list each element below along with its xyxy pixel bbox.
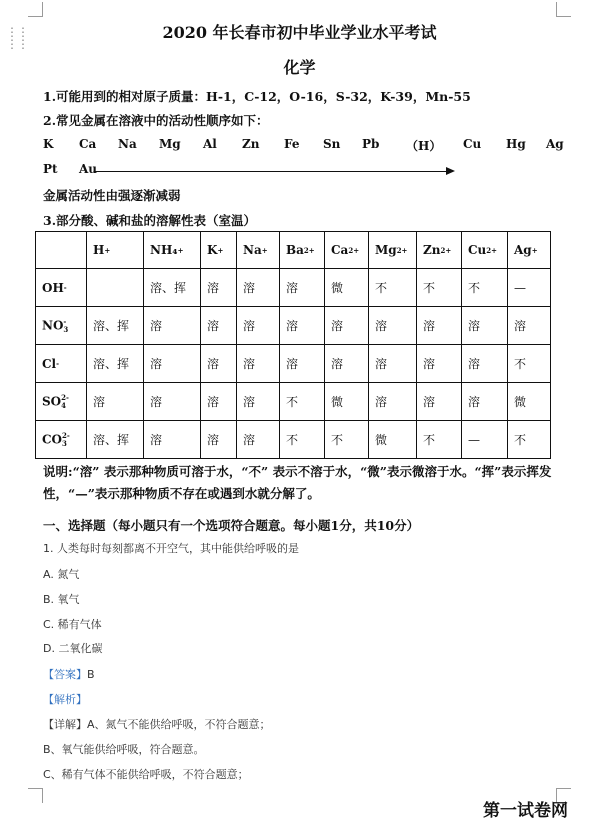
solubility-cell: 溶: [201, 383, 237, 421]
answer-label: 【答案】: [43, 668, 87, 681]
cation-header: [462, 232, 508, 269]
solubility-cell: 不: [508, 345, 551, 383]
metal-symbol: Fe: [284, 137, 300, 151]
anion-header: [36, 421, 87, 459]
detail-b: B、氧气能供给呼吸，符合题意。: [43, 743, 205, 756]
solubility-cell: 不: [280, 421, 325, 459]
anion-header: [36, 307, 87, 345]
table-row: [36, 383, 551, 421]
metal-symbol: Sn: [323, 137, 341, 151]
answer-value: B: [87, 668, 95, 681]
solubility-cell: 溶: [201, 421, 237, 459]
cation-header: [280, 232, 325, 269]
solubility-cell: 溶: [237, 383, 280, 421]
ion-base: Mg: [375, 243, 397, 257]
table-corner-cell: [36, 232, 87, 269]
ion-charge-sup: 2+: [440, 245, 452, 255]
ion-charge: [64, 284, 67, 292]
ion-charge: [532, 247, 538, 255]
activity-caption: 金属活动性由强逐渐减弱: [43, 188, 181, 203]
cation-header: [237, 232, 280, 269]
cation-header: [144, 232, 201, 269]
ion-base: SO: [42, 394, 62, 408]
answer-line: [43, 666, 95, 682]
cation-header: [417, 232, 462, 269]
solubility-cell: 溶: [417, 383, 462, 421]
cation-header: [325, 232, 369, 269]
ion-base: Zn: [423, 243, 441, 257]
metal-symbol: Ag: [546, 137, 564, 151]
cation-header: [87, 232, 144, 269]
solubility-cell: 溶: [144, 383, 201, 421]
table-row: [36, 345, 551, 383]
solubility-cell: 溶、挥: [87, 307, 144, 345]
solubility-cell: 溶: [237, 307, 280, 345]
ion-charge-sub: 3: [63, 324, 69, 334]
solubility-cell: 溶: [369, 345, 417, 383]
solubility-cell: 微: [325, 383, 369, 421]
ion-charge-sup: +: [177, 245, 184, 255]
metal-symbol: Cu: [463, 137, 482, 151]
ion-charge-sup: -: [56, 359, 60, 368]
solubility-cell: 不: [417, 269, 462, 307]
solubility-cell: 溶: [144, 345, 201, 383]
solubility-cell: 溶: [201, 269, 237, 307]
solubility-cell: 微: [325, 269, 369, 307]
ion-charge: [217, 247, 223, 255]
ion-charge-sub: 3: [62, 438, 67, 448]
question-1: 1. 人类每时每刻都离不开空气，其中能供给呼吸的是: [43, 542, 299, 555]
solubility-cell: 溶: [237, 269, 280, 307]
solubility-cell: 溶、挥: [87, 345, 144, 383]
ion-charge-sub: 4: [61, 400, 66, 410]
arrow-right-icon: [446, 167, 455, 175]
solubility-cell: 溶: [237, 345, 280, 383]
ion-charge: [63, 318, 68, 334]
option-d: D. 二氧化碳: [43, 642, 103, 655]
ion-base: NH₄: [150, 243, 178, 257]
table-note: 说明:“溶” 表示那种物质可溶于水，“不” 表示不溶于水，“微”表示微溶于水。“挥”表示挥发性，“—”表示那种物质不存在或遇到水就分解了。: [43, 464, 552, 501]
option-a: A. 氮气: [43, 568, 80, 581]
metal-symbol: Pb: [362, 137, 380, 151]
ion-base: OH: [42, 280, 64, 295]
metal-symbol: Al: [203, 137, 217, 151]
crop-mark-top-left: [28, 2, 43, 17]
ion-charge-sup: 2+: [396, 245, 408, 255]
solubility-cell: 溶: [87, 383, 144, 421]
solubility-cell: 溶: [201, 345, 237, 383]
solubility-cell: —: [508, 269, 551, 307]
watermark-brand: 第一试卷网: [483, 801, 568, 821]
solubility-cell: 溶: [462, 307, 508, 345]
ion-charge-sup: +: [261, 245, 268, 255]
exam-title: 2020 年长春市初中毕业学业水平考试: [162, 23, 437, 42]
metal-symbol: Pt: [43, 162, 58, 176]
ion-charge-sup: 2-: [62, 430, 70, 440]
solubility-cell: 不: [325, 421, 369, 459]
ion-charge-sup: +: [531, 245, 538, 255]
solubility-cell: 溶: [462, 345, 508, 383]
metal-symbol: Au: [79, 162, 98, 176]
table-row: [36, 269, 551, 307]
ion-charge: [62, 432, 70, 448]
solubility-cell: 微: [508, 383, 551, 421]
table-header-row: [36, 232, 551, 269]
solubility-heading: 3.部分酸、碱和盐的溶解性表（室温）: [43, 213, 257, 228]
ion-charge-sup: +: [104, 245, 111, 255]
cation-header: [201, 232, 237, 269]
solubility-cell: 溶: [508, 307, 551, 345]
solubility-cell: 溶: [280, 307, 325, 345]
ion-charge-sup: -: [63, 316, 67, 326]
ion-charge: [486, 247, 497, 255]
solubility-cell: 溶、挥: [144, 269, 201, 307]
solubility-cell: 溶: [417, 307, 462, 345]
anion-header: [36, 345, 87, 383]
ion-charge: [56, 360, 59, 368]
solubility-cell: 不: [280, 383, 325, 421]
ion-charge: [104, 247, 110, 255]
solubility-table: [35, 231, 551, 459]
solubility-cell: 微: [369, 421, 417, 459]
table-row: [36, 307, 551, 345]
ion-base: H: [93, 243, 105, 257]
metal-symbol: Zn: [242, 137, 260, 151]
ion-charge: [397, 247, 408, 255]
solubility-cell: 溶: [237, 421, 280, 459]
option-c: C. 稀有气体: [43, 618, 102, 631]
detail-a-line: [43, 716, 271, 732]
solubility-cell: 不: [462, 269, 508, 307]
choice-section-heading: 一、选择题（每小题只有一个选项符合题意。每小题1分，共10分）: [43, 518, 420, 533]
ion-base: CO: [42, 432, 63, 446]
solubility-cell: [87, 269, 144, 307]
ion-base: Ba: [286, 243, 304, 257]
option-b: B. 氧气: [43, 593, 80, 606]
ion-base: K: [207, 243, 218, 257]
solubility-cell: 溶: [280, 345, 325, 383]
solubility-cell: 溶: [144, 307, 201, 345]
ion-charge-sup: -: [63, 283, 67, 292]
metal-symbol: Hg: [506, 137, 526, 151]
drag-handle-icon[interactable]: ⋮⋮ ⋮⋮: [6, 25, 28, 51]
crop-mark-top-right: [556, 2, 571, 17]
ion-base: Na: [243, 243, 262, 257]
detail-a: A、氮气不能供给呼吸，不符合题意；: [87, 718, 271, 731]
ion-charge: [61, 394, 69, 410]
solubility-cell: 溶: [144, 421, 201, 459]
metal-symbol: K: [43, 137, 54, 151]
ion-charge: [440, 247, 451, 255]
solubility-cell: 不: [508, 421, 551, 459]
cation-header: [369, 232, 417, 269]
activity-heading: 2.常见金属在溶液中的活动性顺序如下：: [43, 113, 269, 128]
ion-base: Ag: [514, 243, 532, 257]
metal-symbol: Na: [118, 137, 137, 151]
solubility-cell: 溶: [201, 307, 237, 345]
ion-charge: [178, 247, 184, 255]
metal-symbol: Mg: [159, 137, 181, 151]
solubility-cell: 不: [369, 269, 417, 307]
solubility-cell: 不: [417, 421, 462, 459]
table-row: [36, 421, 551, 459]
crop-mark-bottom-left: [28, 788, 43, 803]
solubility-cell: 溶: [462, 383, 508, 421]
ion-charge-sup: 2+: [486, 245, 498, 255]
ion-charge-sup: 2-: [61, 392, 69, 402]
solubility-cell: 溶: [369, 307, 417, 345]
atomic-mass-line: 1.可能用到的相对原子质量：H-1，C-12，O-16，S-32，K-39，Mn-55: [43, 89, 471, 104]
solubility-cell: 溶: [280, 269, 325, 307]
metal-symbol: Ca: [79, 137, 97, 151]
anion-header: [36, 269, 87, 307]
anion-header: [36, 383, 87, 421]
ion-charge: [262, 247, 268, 255]
detail-c: C、稀有气体不能供给呼吸，不符合题意；: [43, 768, 249, 781]
subject-title: 化学: [283, 58, 316, 77]
solubility-cell: 溶、挥: [87, 421, 144, 459]
solubility-cell: 溶: [325, 345, 369, 383]
solubility-cell: 溶: [417, 345, 462, 383]
analysis-label: 【解析】: [43, 693, 87, 706]
ion-charge: [304, 247, 315, 255]
ion-base: Ca: [331, 243, 349, 257]
ion-charge-sup: 2+: [348, 245, 360, 255]
solubility-cell: 溶: [369, 383, 417, 421]
detail-label: 【详解】: [43, 718, 87, 731]
activity-arrow-line: [95, 171, 447, 172]
cation-header: [508, 232, 551, 269]
ion-base: Cl: [42, 356, 57, 371]
ion-charge: [348, 247, 359, 255]
solubility-cell: 溶: [325, 307, 369, 345]
metal-symbol: （H）: [406, 139, 442, 153]
ion-base: NO: [42, 318, 64, 332]
solubility-cell: —: [462, 421, 508, 459]
ion-base: Cu: [468, 243, 487, 257]
ion-charge-sup: 2+: [303, 245, 315, 255]
ion-charge-sup: +: [217, 245, 224, 255]
